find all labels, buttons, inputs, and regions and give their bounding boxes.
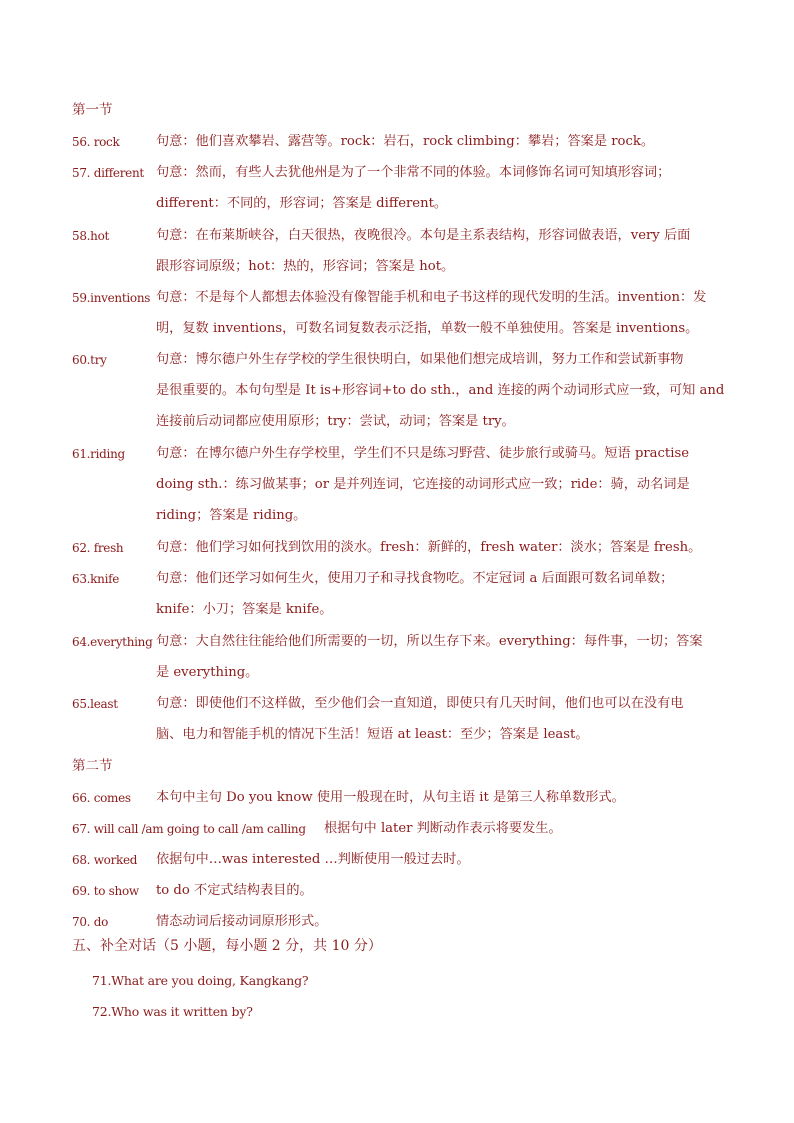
- explanation-line: different：不同的，形容词；答案是 different。: [156, 196, 448, 211]
- answer-item-70: [72, 912, 328, 933]
- explanation-line: 是很重要的。本句句型是 It is+形容词+to do sth.，and 连接的两个动词形式应一致，可知 and: [156, 383, 725, 398]
- item-number: 57. different: [72, 166, 144, 180]
- explanation-line: knife：小刀；答案是 knife。: [156, 602, 333, 617]
- explanation-line: 连接前后动词都应使用原形；try：尝试，动词；答案是 try。: [156, 414, 515, 429]
- item-number: 66. comes: [72, 791, 131, 805]
- item-number: 62. fresh: [72, 541, 124, 555]
- explanation-line: 句意：在布莱斯峡谷，白天很热，夜晚很冷。本句是主系表结构，形容词做表语，very 后面: [156, 228, 691, 243]
- item-explanation: [156, 626, 724, 688]
- item-explanation: [156, 532, 724, 563]
- item-number: 63.knife: [72, 572, 120, 586]
- item-number: 60.try: [72, 353, 107, 367]
- explanation-line: 句意：不是每个人都想去体验没有像智能手机和电子书这样的现代发明的生活。invention：发: [156, 290, 707, 305]
- explanation-line: 脑、电力和智能手机的情况下生活！短语 at least：至少；答案是 least。: [156, 727, 589, 742]
- item-explanation: 根据句中 later 判断动作表示将要发生。: [324, 821, 562, 836]
- explanation-line: 句意：然而，有些人去犹他州是为了一个非常不同的体验。本词修饰名词可知填形容词；: [156, 165, 671, 180]
- item-explanation: [156, 220, 724, 282]
- explanation-line: 跟形容词原级；hot：热的，形容词；答案是 hot。: [156, 259, 455, 274]
- item-number: 69. to show: [72, 884, 139, 898]
- item-number: 59.inventions: [72, 291, 151, 305]
- explanation-line: 句意：在博尔德户外生存学校里，学生们不只是练习野营、徒步旅行或骑马。短语 practise: [156, 446, 690, 461]
- item-explanation: 依据句中…was interested …判断使用一般过去时。: [156, 852, 470, 867]
- explanation-line: 句意：大自然往往能给他们所需要的一切，所以生存下来。everything：每件事，一切；答案: [156, 634, 703, 649]
- explanation-line: 句意：即使他们不这样做，至少他们会一直知道，即使只有几天时间，他们也可以在没有电: [156, 696, 684, 711]
- item-explanation: 本句中主句 Do you know 使用一般现在时，从句主语 it 是第三人称单数形式。: [156, 790, 625, 805]
- explanation-line: 是 everything。: [156, 665, 259, 680]
- item-number: 61.riding: [72, 447, 125, 461]
- item-explanation: 情态动词后接动词原形形式。: [156, 914, 328, 929]
- explanation-line: 句意：他们喜欢攀岩、露营等。rock：岩石，rock climbing：攀岩；答案是 rock。: [156, 134, 655, 149]
- item-explanation: to do 不定式结构表目的。: [156, 883, 313, 898]
- item-number: 58.hot: [72, 229, 110, 243]
- answer-item-66: [72, 788, 625, 809]
- item-number: 56. rock: [72, 135, 120, 149]
- item-explanation: [156, 688, 724, 750]
- explanation-line: 句意：他们学习如何找到饮用的淡水。fresh：新鲜的，fresh water：淡水；答案是 fresh。: [156, 540, 702, 555]
- answer-item-72: 72.Who was it written by?: [92, 1004, 253, 1019]
- answer-item-71: 71.What are you doing, Kangkang?: [92, 973, 309, 988]
- explanation-line: 句意：他们还学习如何生火，使用刀子和寻找食物吃。不定冠词 a 后面跟可数名词单数；: [156, 571, 674, 586]
- item-explanation: [156, 157, 724, 219]
- answer-item-69: [72, 881, 313, 902]
- item-number: 70. do: [72, 915, 109, 929]
- item-explanation: [156, 438, 724, 531]
- item-number: 65.least: [72, 697, 118, 711]
- item-number: 67. will call /am going to call /am calling: [72, 822, 306, 836]
- item-explanation: [156, 282, 724, 344]
- answer-item-67: [72, 819, 562, 840]
- item-explanation: [156, 344, 724, 437]
- explanation-line: doing sth.：练习做某事；or 是并列连词，它连接的动词形式应一致；ride：骑，动名词是: [156, 477, 690, 492]
- item-number: 64.everything: [72, 635, 153, 649]
- answer-item-68: [72, 850, 470, 871]
- item-explanation: [156, 563, 724, 625]
- explanation-line: riding；答案是 riding。: [156, 508, 307, 523]
- section-2-title: 第二节: [72, 758, 113, 774]
- explanation-line: 句意：博尔德户外生存学校的学生很快明白，如果他们想完成培训，努力工作和尝试新事物: [156, 352, 684, 367]
- part-5-heading: 五、补全对话（5 小题，每小题 2 分，共 10 分）: [72, 938, 382, 954]
- item-number: 68. worked: [72, 853, 138, 867]
- section-1-title: 第一节: [72, 102, 113, 118]
- item-explanation: [156, 126, 724, 157]
- explanation-line: 明，复数 inventions，可数名词复数表示泛指，单数一般不单独使用。答案是 inventions。: [156, 321, 699, 336]
